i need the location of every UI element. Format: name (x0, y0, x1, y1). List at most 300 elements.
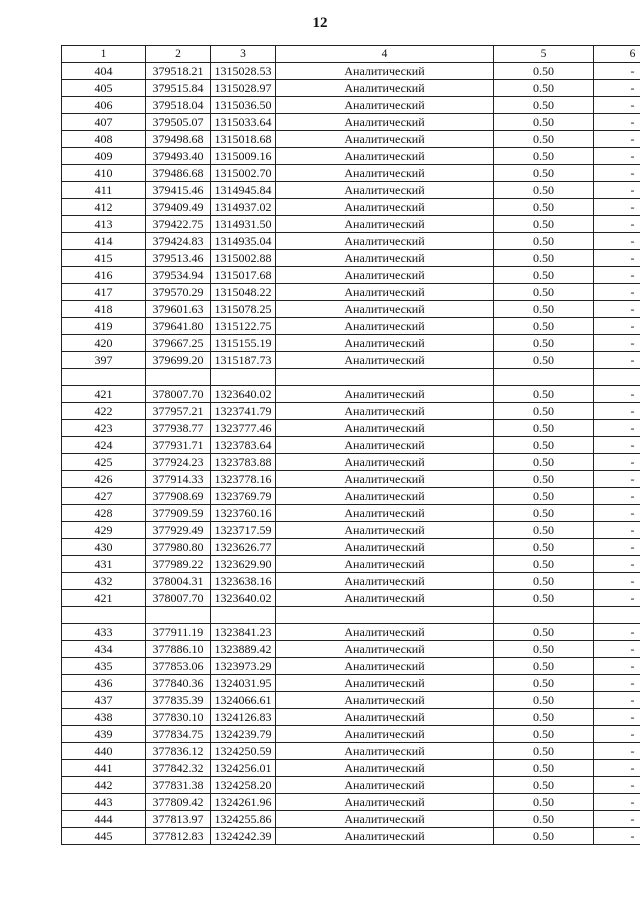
table-row (62, 828, 640, 845)
note-cell (594, 369, 640, 386)
y-coordinate-cell: 1315018.68 (211, 131, 276, 148)
method-cell: Аналитический (276, 114, 494, 131)
x-coordinate-cell: 377836.12 (146, 743, 211, 760)
y-coordinate-cell: 1315009.16 (211, 148, 276, 165)
note-cell: - (594, 131, 640, 148)
table-row (62, 131, 640, 148)
method-cell: Аналитический (276, 335, 494, 352)
table-row (62, 199, 640, 216)
note-cell: - (594, 454, 640, 471)
y-coordinate-cell: 1315036.50 (211, 97, 276, 114)
method-cell: Аналитический (276, 675, 494, 692)
point-number-cell: 421 (62, 590, 146, 607)
y-coordinate-cell: 1315028.53 (211, 63, 276, 80)
method-cell: Аналитический (276, 131, 494, 148)
accuracy-cell: 0.50 (494, 131, 594, 148)
method-cell: Аналитический (276, 556, 494, 573)
method-cell: Аналитический (276, 250, 494, 267)
point-number-cell: 404 (62, 63, 146, 80)
x-coordinate-cell: 377835.39 (146, 692, 211, 709)
accuracy-cell: 0.50 (494, 454, 594, 471)
table-row (62, 709, 640, 726)
y-coordinate-cell: 1323638.16 (211, 573, 276, 590)
table-row (62, 97, 640, 114)
accuracy-cell: 0.50 (494, 556, 594, 573)
note-cell: - (594, 335, 640, 352)
y-coordinate-cell: 1323889.42 (211, 641, 276, 658)
method-cell: Аналитический (276, 420, 494, 437)
note-cell: - (594, 709, 640, 726)
table-row (62, 658, 640, 675)
accuracy-cell: 0.50 (494, 437, 594, 454)
accuracy-cell: 0.50 (494, 828, 594, 845)
accuracy-cell: 0.50 (494, 63, 594, 80)
accuracy-cell: 0.50 (494, 182, 594, 199)
note-cell: - (594, 794, 640, 811)
y-coordinate-cell: 1324261.96 (211, 794, 276, 811)
x-coordinate-cell: 377809.42 (146, 794, 211, 811)
method-cell: Аналитический (276, 318, 494, 335)
coordinates-table (61, 45, 640, 845)
y-coordinate-cell: 1323626.77 (211, 539, 276, 556)
method-cell: Аналитический (276, 148, 494, 165)
table-row (62, 284, 640, 301)
method-cell: Аналитический (276, 522, 494, 539)
table-row (62, 522, 640, 539)
x-coordinate-cell: 379498.68 (146, 131, 211, 148)
point-number-cell: 420 (62, 335, 146, 352)
y-coordinate-cell (211, 607, 276, 624)
method-cell: Аналитический (276, 165, 494, 182)
y-coordinate-cell: 1324255.86 (211, 811, 276, 828)
table-row (62, 335, 640, 352)
table-row (62, 233, 640, 250)
x-coordinate-cell: 377909.59 (146, 505, 211, 522)
note-cell: - (594, 624, 640, 641)
x-coordinate-cell: 379486.68 (146, 165, 211, 182)
method-cell: Аналитический (276, 709, 494, 726)
table-row (62, 301, 640, 318)
method-cell: Аналитический (276, 794, 494, 811)
point-number-cell: 397 (62, 352, 146, 369)
accuracy-cell: 0.50 (494, 471, 594, 488)
point-number-cell: 439 (62, 726, 146, 743)
point-number-cell: 421 (62, 386, 146, 403)
accuracy-cell: 0.50 (494, 97, 594, 114)
point-number-cell (62, 607, 146, 624)
table-header-row (62, 46, 640, 63)
accuracy-cell: 0.50 (494, 233, 594, 250)
y-coordinate-cell: 1315048.22 (211, 284, 276, 301)
accuracy-cell: 0.50 (494, 80, 594, 97)
note-cell: - (594, 556, 640, 573)
note-cell: - (594, 80, 640, 97)
accuracy-cell: 0.50 (494, 539, 594, 556)
point-number-cell: 437 (62, 692, 146, 709)
page-number: 12 (312, 15, 328, 31)
table-separator-row (62, 369, 640, 386)
y-coordinate-cell: 1324126.83 (211, 709, 276, 726)
point-number-cell: 440 (62, 743, 146, 760)
accuracy-cell: 0.50 (494, 811, 594, 828)
point-number-cell: 414 (62, 233, 146, 250)
note-cell: - (594, 777, 640, 794)
x-coordinate-cell: 377929.49 (146, 522, 211, 539)
method-cell: Аналитический (276, 590, 494, 607)
y-coordinate-cell: 1315187.73 (211, 352, 276, 369)
x-coordinate-cell: 377831.38 (146, 777, 211, 794)
y-coordinate-cell: 1324066.61 (211, 692, 276, 709)
note-cell: - (594, 301, 640, 318)
accuracy-cell (494, 369, 594, 386)
note-cell: - (594, 403, 640, 420)
x-coordinate-cell: 377938.77 (146, 420, 211, 437)
accuracy-cell: 0.50 (494, 590, 594, 607)
point-number-cell: 412 (62, 199, 146, 216)
note-cell: - (594, 675, 640, 692)
note-cell: - (594, 165, 640, 182)
accuracy-cell: 0.50 (494, 743, 594, 760)
method-cell: Аналитический (276, 743, 494, 760)
y-coordinate-cell: 1323640.02 (211, 386, 276, 403)
x-coordinate-cell: 379415.46 (146, 182, 211, 199)
x-coordinate-cell: 379641.80 (146, 318, 211, 335)
x-coordinate-cell: 377830.10 (146, 709, 211, 726)
y-coordinate-cell: 1323783.64 (211, 437, 276, 454)
note-cell: - (594, 148, 640, 165)
accuracy-cell: 0.50 (494, 760, 594, 777)
point-number-cell: 409 (62, 148, 146, 165)
accuracy-cell: 0.50 (494, 522, 594, 539)
x-coordinate-cell: 377980.80 (146, 539, 211, 556)
y-coordinate-cell: 1323777.46 (211, 420, 276, 437)
x-coordinate-cell: 377924.23 (146, 454, 211, 471)
table-row (62, 80, 640, 97)
note-cell: - (594, 284, 640, 301)
x-coordinate-cell: 377908.69 (146, 488, 211, 505)
point-number-cell: 415 (62, 250, 146, 267)
table-row (62, 267, 640, 284)
method-cell: Аналитический (276, 828, 494, 845)
note-cell: - (594, 573, 640, 590)
y-coordinate-cell: 1324242.39 (211, 828, 276, 845)
accuracy-cell: 0.50 (494, 573, 594, 590)
note-cell: - (594, 420, 640, 437)
method-cell: Аналитический (276, 692, 494, 709)
accuracy-cell: 0.50 (494, 641, 594, 658)
point-number-cell: 435 (62, 658, 146, 675)
y-coordinate-cell: 1314931.50 (211, 216, 276, 233)
x-coordinate-cell: 377840.36 (146, 675, 211, 692)
x-coordinate-cell: 379570.29 (146, 284, 211, 301)
accuracy-cell: 0.50 (494, 794, 594, 811)
point-number-cell: 431 (62, 556, 146, 573)
point-number-cell: 441 (62, 760, 146, 777)
note-cell: - (594, 471, 640, 488)
method-cell (276, 607, 494, 624)
table-row (62, 454, 640, 471)
note-cell: - (594, 233, 640, 250)
table-row (62, 794, 640, 811)
accuracy-cell: 0.50 (494, 420, 594, 437)
column-header: 6 (594, 46, 640, 63)
x-coordinate-cell: 379518.21 (146, 63, 211, 80)
point-number-cell: 444 (62, 811, 146, 828)
note-cell: - (594, 760, 640, 777)
method-cell: Аналитический (276, 488, 494, 505)
table-row (62, 488, 640, 505)
x-coordinate-cell: 379424.83 (146, 233, 211, 250)
x-coordinate-cell: 379518.04 (146, 97, 211, 114)
y-coordinate-cell: 1315002.70 (211, 165, 276, 182)
y-coordinate-cell (211, 369, 276, 386)
method-cell: Аналитический (276, 301, 494, 318)
method-cell: Аналитический (276, 539, 494, 556)
accuracy-cell: 0.50 (494, 675, 594, 692)
x-coordinate-cell (146, 369, 211, 386)
y-coordinate-cell: 1323760.16 (211, 505, 276, 522)
y-coordinate-cell: 1323769.79 (211, 488, 276, 505)
x-coordinate-cell: 378004.31 (146, 573, 211, 590)
accuracy-cell: 0.50 (494, 352, 594, 369)
x-coordinate-cell: 377842.32 (146, 760, 211, 777)
y-coordinate-cell: 1314945.84 (211, 182, 276, 199)
y-coordinate-cell: 1315033.64 (211, 114, 276, 131)
point-number-cell: 426 (62, 471, 146, 488)
note-cell: - (594, 97, 640, 114)
table-row (62, 573, 640, 590)
table-row (62, 403, 640, 420)
method-cell: Аналитический (276, 233, 494, 250)
y-coordinate-cell: 1315122.75 (211, 318, 276, 335)
accuracy-cell: 0.50 (494, 267, 594, 284)
note-cell: - (594, 590, 640, 607)
table-row (62, 352, 640, 369)
point-number-cell: 423 (62, 420, 146, 437)
point-number-cell: 443 (62, 794, 146, 811)
method-cell: Аналитический (276, 624, 494, 641)
accuracy-cell: 0.50 (494, 692, 594, 709)
method-cell: Аналитический (276, 811, 494, 828)
table-row (62, 675, 640, 692)
accuracy-cell: 0.50 (494, 488, 594, 505)
x-coordinate-cell: 379601.63 (146, 301, 211, 318)
table-row (62, 216, 640, 233)
note-cell: - (594, 318, 640, 335)
y-coordinate-cell: 1324239.79 (211, 726, 276, 743)
accuracy-cell: 0.50 (494, 709, 594, 726)
note-cell: - (594, 539, 640, 556)
method-cell: Аналитический (276, 573, 494, 590)
point-number-cell: 417 (62, 284, 146, 301)
note-cell: - (594, 641, 640, 658)
point-number-cell: 410 (62, 165, 146, 182)
accuracy-cell: 0.50 (494, 301, 594, 318)
point-number-cell: 422 (62, 403, 146, 420)
note-cell: - (594, 658, 640, 675)
point-number-cell: 430 (62, 539, 146, 556)
y-coordinate-cell: 1314935.04 (211, 233, 276, 250)
point-number-cell: 419 (62, 318, 146, 335)
x-coordinate-cell: 377931.71 (146, 437, 211, 454)
method-cell: Аналитический (276, 454, 494, 471)
note-cell: - (594, 182, 640, 199)
point-number-cell: 424 (62, 437, 146, 454)
point-number-cell: 408 (62, 131, 146, 148)
y-coordinate-cell: 1314937.02 (211, 199, 276, 216)
point-number-cell: 405 (62, 80, 146, 97)
method-cell: Аналитический (276, 760, 494, 777)
note-cell: - (594, 216, 640, 233)
table-row (62, 760, 640, 777)
table-row (62, 63, 640, 80)
x-coordinate-cell: 379515.84 (146, 80, 211, 97)
accuracy-cell: 0.50 (494, 726, 594, 743)
column-header: 3 (211, 46, 276, 63)
method-cell: Аналитический (276, 437, 494, 454)
method-cell: Аналитический (276, 216, 494, 233)
accuracy-cell: 0.50 (494, 148, 594, 165)
y-coordinate-cell: 1323778.16 (211, 471, 276, 488)
point-number-cell: 445 (62, 828, 146, 845)
method-cell: Аналитический (276, 658, 494, 675)
x-coordinate-cell: 379534.94 (146, 267, 211, 284)
table-row (62, 471, 640, 488)
point-number-cell: 416 (62, 267, 146, 284)
method-cell (276, 369, 494, 386)
y-coordinate-cell: 1323717.59 (211, 522, 276, 539)
x-coordinate-cell (146, 607, 211, 624)
accuracy-cell: 0.50 (494, 505, 594, 522)
y-coordinate-cell: 1324031.95 (211, 675, 276, 692)
column-header: 1 (62, 46, 146, 63)
x-coordinate-cell: 377853.06 (146, 658, 211, 675)
method-cell: Аналитический (276, 80, 494, 97)
accuracy-cell: 0.50 (494, 624, 594, 641)
method-cell: Аналитический (276, 505, 494, 522)
point-number-cell: 438 (62, 709, 146, 726)
y-coordinate-cell: 1323783.88 (211, 454, 276, 471)
note-cell: - (594, 199, 640, 216)
table-row (62, 641, 640, 658)
note-cell: - (594, 505, 640, 522)
point-number-cell (62, 369, 146, 386)
method-cell: Аналитический (276, 386, 494, 403)
y-coordinate-cell: 1315155.19 (211, 335, 276, 352)
method-cell: Аналитический (276, 777, 494, 794)
column-header: 4 (276, 46, 494, 63)
y-coordinate-cell: 1324250.59 (211, 743, 276, 760)
y-coordinate-cell: 1324256.01 (211, 760, 276, 777)
table-separator-row (62, 607, 640, 624)
accuracy-cell: 0.50 (494, 658, 594, 675)
note-cell: - (594, 811, 640, 828)
table-row (62, 590, 640, 607)
point-number-cell: 428 (62, 505, 146, 522)
x-coordinate-cell: 379493.40 (146, 148, 211, 165)
y-coordinate-cell: 1315017.68 (211, 267, 276, 284)
y-coordinate-cell: 1323973.29 (211, 658, 276, 675)
table-row (62, 505, 640, 522)
x-coordinate-cell: 377957.21 (146, 403, 211, 420)
x-coordinate-cell: 379699.20 (146, 352, 211, 369)
method-cell: Аналитический (276, 352, 494, 369)
note-cell: - (594, 488, 640, 505)
accuracy-cell (494, 607, 594, 624)
point-number-cell: 413 (62, 216, 146, 233)
accuracy-cell: 0.50 (494, 284, 594, 301)
x-coordinate-cell: 377911.19 (146, 624, 211, 641)
point-number-cell: 425 (62, 454, 146, 471)
note-cell: - (594, 386, 640, 403)
column-header: 5 (494, 46, 594, 63)
note-cell: - (594, 743, 640, 760)
x-coordinate-cell: 377813.97 (146, 811, 211, 828)
column-header: 2 (146, 46, 211, 63)
point-number-cell: 406 (62, 97, 146, 114)
x-coordinate-cell: 379667.25 (146, 335, 211, 352)
accuracy-cell: 0.50 (494, 216, 594, 233)
y-coordinate-cell: 1324258.20 (211, 777, 276, 794)
method-cell: Аналитический (276, 97, 494, 114)
note-cell: - (594, 267, 640, 284)
point-number-cell: 442 (62, 777, 146, 794)
x-coordinate-cell: 377914.33 (146, 471, 211, 488)
table-row (62, 250, 640, 267)
point-number-cell: 407 (62, 114, 146, 131)
note-cell: - (594, 726, 640, 743)
table-row (62, 777, 640, 794)
point-number-cell: 432 (62, 573, 146, 590)
y-coordinate-cell: 1323841.23 (211, 624, 276, 641)
method-cell: Аналитический (276, 641, 494, 658)
method-cell: Аналитический (276, 199, 494, 216)
table-row (62, 539, 640, 556)
table-row (62, 743, 640, 760)
x-coordinate-cell: 379409.49 (146, 199, 211, 216)
table-row (62, 386, 640, 403)
accuracy-cell: 0.50 (494, 335, 594, 352)
y-coordinate-cell: 1315002.88 (211, 250, 276, 267)
note-cell: - (594, 522, 640, 539)
y-coordinate-cell: 1315078.25 (211, 301, 276, 318)
note-cell (594, 607, 640, 624)
accuracy-cell: 0.50 (494, 114, 594, 131)
y-coordinate-cell: 1323629.90 (211, 556, 276, 573)
note-cell: - (594, 437, 640, 454)
point-number-cell: 411 (62, 182, 146, 199)
table-row (62, 182, 640, 199)
x-coordinate-cell: 377989.22 (146, 556, 211, 573)
table-row (62, 420, 640, 437)
x-coordinate-cell: 377886.10 (146, 641, 211, 658)
note-cell: - (594, 828, 640, 845)
point-number-cell: 436 (62, 675, 146, 692)
method-cell: Аналитический (276, 471, 494, 488)
note-cell: - (594, 63, 640, 80)
method-cell: Аналитический (276, 403, 494, 420)
x-coordinate-cell: 379505.07 (146, 114, 211, 131)
table-row (62, 624, 640, 641)
accuracy-cell: 0.50 (494, 318, 594, 335)
table-row (62, 692, 640, 709)
point-number-cell: 429 (62, 522, 146, 539)
accuracy-cell: 0.50 (494, 403, 594, 420)
x-coordinate-cell: 377834.75 (146, 726, 211, 743)
point-number-cell: 427 (62, 488, 146, 505)
y-coordinate-cell: 1323640.02 (211, 590, 276, 607)
table-row (62, 114, 640, 131)
